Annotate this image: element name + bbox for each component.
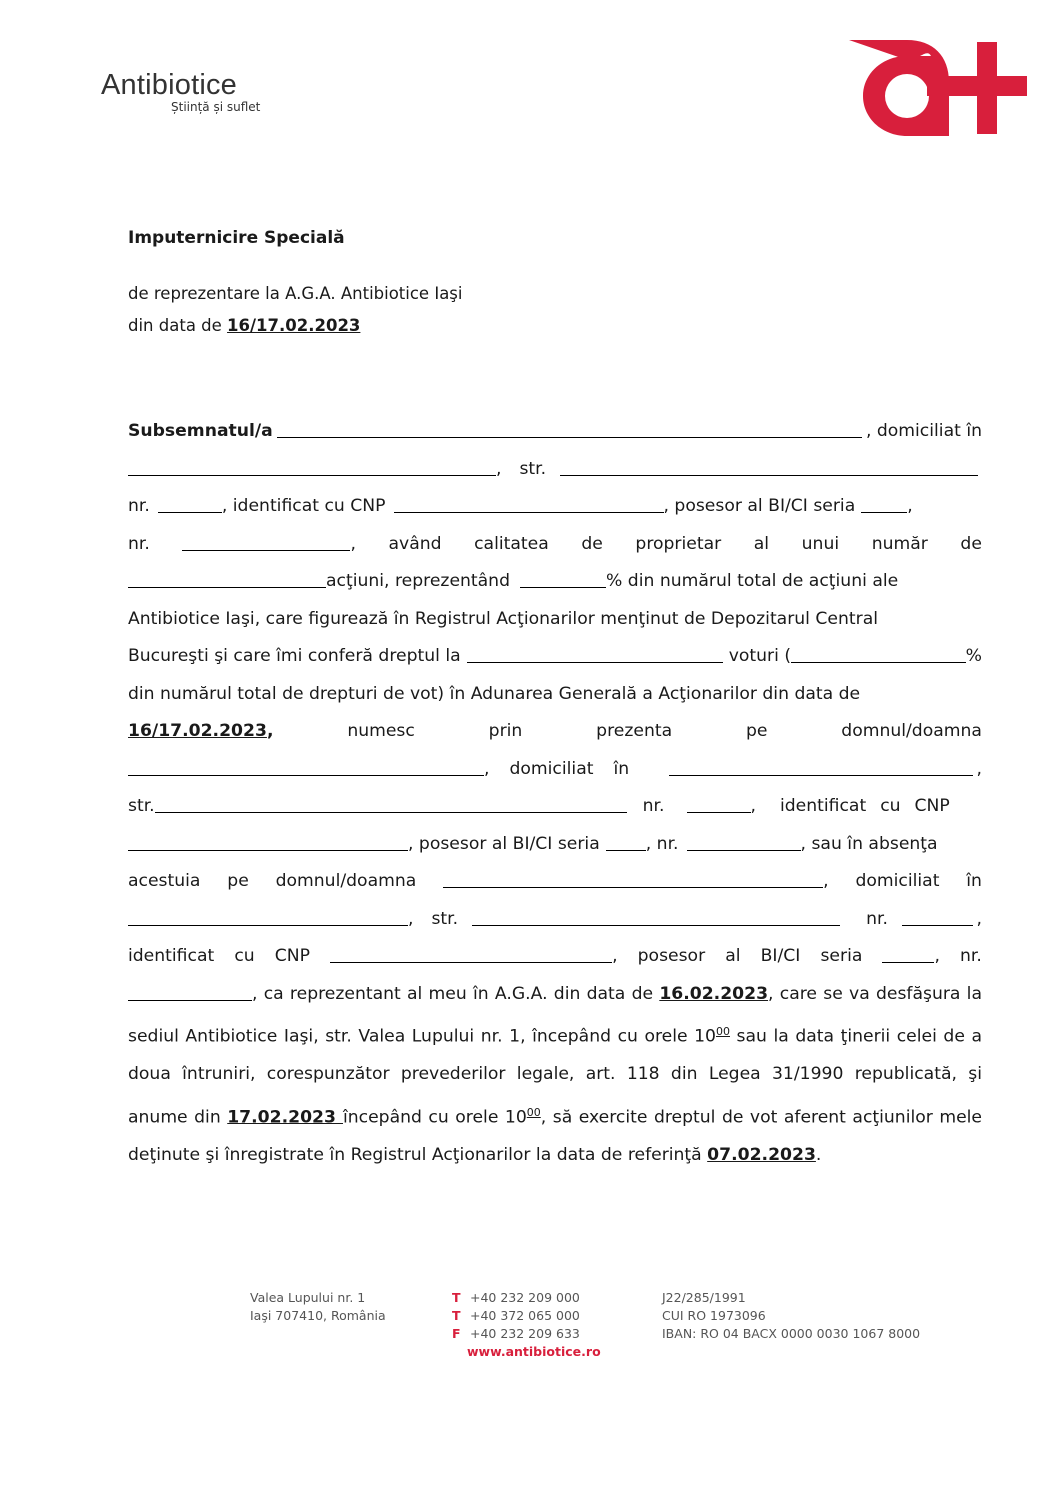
text: CNP xyxy=(914,796,950,816)
fax-label: F xyxy=(452,1326,461,1341)
alternate-name-blank[interactable] xyxy=(443,886,823,888)
text: , xyxy=(266,721,274,741)
text: domnul/doamna xyxy=(275,871,417,891)
phone-number: +40 232 209 000 xyxy=(470,1290,580,1305)
text: , xyxy=(907,496,913,516)
text: seria xyxy=(820,946,863,966)
form-line-6 xyxy=(128,601,982,639)
first-meeting-date: 16.02.2023 xyxy=(659,983,769,1004)
time-superscript: 00 xyxy=(526,1105,541,1119)
votes-blank[interactable] xyxy=(467,661,723,663)
text: numesc xyxy=(347,721,415,741)
text: , posesor al BI/CI seria xyxy=(663,496,856,516)
id-number-blank[interactable] xyxy=(182,549,350,551)
text: al xyxy=(753,533,770,554)
representative-street-blank[interactable] xyxy=(155,811,627,813)
phone-label: T xyxy=(452,1308,461,1323)
representative-address-blank[interactable] xyxy=(669,774,972,776)
form-line-2 xyxy=(128,451,982,489)
subtitle-prefix: din data de xyxy=(128,316,228,335)
alternate-series-blank[interactable] xyxy=(882,961,934,963)
name-blank[interactable] xyxy=(277,436,862,438)
address-blank[interactable] xyxy=(128,474,496,476)
subtitle-line-2 xyxy=(128,310,463,342)
form-line-13 xyxy=(128,863,982,901)
representative-series-blank[interactable] xyxy=(606,849,646,851)
text: sau la data ţinerii celei de a doua întruniri, corespunzător prevederilor legale, art. 118 din Legea 31/1990 republicată, şi anume din xyxy=(128,1026,982,1128)
text: CNP xyxy=(274,946,310,966)
text: pe xyxy=(227,871,249,891)
form-paragraph xyxy=(128,976,982,1175)
text: , posesor al BI/CI seria xyxy=(408,833,600,854)
alternate-id-number-blank[interactable] xyxy=(128,999,252,1001)
text: , xyxy=(750,796,756,816)
text: prezenta xyxy=(596,721,673,741)
text: în xyxy=(613,758,630,779)
text: , xyxy=(612,946,618,966)
text: nr. xyxy=(128,496,150,516)
form-line-8 xyxy=(128,676,982,714)
number-blank[interactable] xyxy=(158,511,222,513)
text: nr. xyxy=(128,533,150,554)
text: , domiciliat în xyxy=(865,421,982,441)
alternate-cnp-blank[interactable] xyxy=(330,961,612,963)
form-line-7 xyxy=(128,638,982,676)
logo-name: Antibiotice xyxy=(101,69,237,101)
text: începând cu orele 10 xyxy=(342,1107,527,1128)
address-line: Iaşi 707410, România xyxy=(250,1308,386,1323)
text: str. xyxy=(519,458,547,479)
percent-shares-blank[interactable] xyxy=(520,586,606,588)
text: domiciliat xyxy=(855,871,940,891)
text: , xyxy=(350,533,356,554)
logo-tagline: Știință și suflet xyxy=(171,100,261,114)
text: nr. xyxy=(960,946,982,966)
website-link[interactable]: www.antibiotice.ro xyxy=(467,1344,601,1359)
form-line-15 xyxy=(128,938,982,976)
phone-label: T xyxy=(452,1290,461,1305)
street-blank[interactable] xyxy=(560,474,978,476)
form-line-12 xyxy=(128,826,982,864)
text: de xyxy=(960,533,982,554)
form-line-1 xyxy=(128,413,982,451)
alternate-number-blank[interactable] xyxy=(902,924,973,926)
text: str. xyxy=(431,908,459,929)
text: , xyxy=(976,758,982,779)
text: , xyxy=(976,908,982,929)
phone-number: +40 372 065 000 xyxy=(470,1308,580,1323)
text: unui xyxy=(801,533,840,554)
text: str. xyxy=(128,796,155,816)
text: acţiuni, reprezentând xyxy=(326,571,510,591)
form-line-14 xyxy=(128,901,982,939)
text: , xyxy=(823,871,829,891)
text: prin xyxy=(488,721,523,741)
alternate-street-blank[interactable] xyxy=(472,924,840,926)
meeting-date: 16/17.02.2023 xyxy=(128,721,267,741)
signatory-label: Subsemnatul/a xyxy=(128,421,273,441)
text: , xyxy=(484,758,490,779)
text: % din numărul total de acţiuni ale xyxy=(606,571,899,591)
text: nr. xyxy=(866,908,888,929)
representative-id-number-blank[interactable] xyxy=(687,849,801,851)
footer-address xyxy=(250,1289,386,1325)
a-plus-logo-icon xyxy=(845,38,1027,138)
footer-registration xyxy=(662,1289,920,1343)
text: . xyxy=(815,1144,822,1165)
text: al xyxy=(725,946,741,966)
representative-number-blank[interactable] xyxy=(687,811,751,813)
iban: IBAN: RO 04 BACX 0000 0030 1067 8000 xyxy=(662,1326,921,1341)
form-line-10 xyxy=(128,751,982,789)
text: , identificat cu CNP xyxy=(221,496,386,516)
document-title: Imputernicire Specială xyxy=(128,228,345,248)
text: posesor xyxy=(637,946,706,966)
text: calitatea xyxy=(474,533,549,554)
text: proprietar xyxy=(635,533,722,554)
time-superscript: 00 xyxy=(716,1025,730,1038)
registration-number: J22/285/1991 xyxy=(662,1290,746,1305)
form-line-5 xyxy=(128,563,982,601)
text: domiciliat xyxy=(509,758,594,779)
text: , xyxy=(934,946,940,966)
text: , sau în absenţa xyxy=(800,833,938,854)
text: , nr. xyxy=(645,833,679,854)
text: , să exercite dreptul de vot aferent acţiunilor mele deţinute şi înregistrate în Registrul Acţionarilor la data de referinţă xyxy=(128,1107,982,1165)
form-line-11 xyxy=(128,788,982,826)
second-meeting-date: 17.02.2023 xyxy=(227,1107,343,1128)
form-line-9 xyxy=(128,713,982,751)
text: din numărul total de drepturi de vot) în Adunarea Generală a Acţionarilor din data de xyxy=(128,683,861,704)
text: cu xyxy=(880,796,901,816)
text: , xyxy=(496,458,502,479)
cnp-blank[interactable] xyxy=(394,511,664,513)
text: identificat xyxy=(779,796,867,816)
meeting-date: 16/17.02.2023 xyxy=(227,316,361,335)
text: domnul/doamna xyxy=(841,721,982,741)
shares-blank[interactable] xyxy=(128,586,326,588)
id-series-blank[interactable] xyxy=(861,511,907,513)
footer-contacts xyxy=(452,1289,601,1361)
text: număr xyxy=(871,533,928,554)
text: cu xyxy=(234,946,255,966)
text: voturi ( xyxy=(728,646,792,666)
document-subtitle xyxy=(128,278,463,342)
text: , ca reprezentant al meu în A.G.A. din data de xyxy=(252,983,660,1004)
text: , care se va desfăşura la sediul Antibiotice Iaşi, str. Valea Lupului nr. 1, începând cu orele 10 xyxy=(128,983,982,1047)
address-line: Valea Lupului nr. 1 xyxy=(250,1290,366,1305)
representative-name-blank[interactable] xyxy=(128,774,484,776)
tax-id: CUI RO 1973096 xyxy=(662,1308,766,1323)
company-logo xyxy=(101,68,260,114)
text: % xyxy=(965,646,982,666)
text: pe xyxy=(745,721,768,741)
form-body xyxy=(128,413,982,1174)
text: , xyxy=(408,908,414,929)
text: de xyxy=(581,533,603,554)
text: identificat xyxy=(128,946,215,966)
reference-date: 07.02.2023 xyxy=(707,1144,816,1165)
subtitle-line-1: de reprezentare la A.G.A. Antibiotice Iaşi xyxy=(128,284,463,303)
form-line-3 xyxy=(128,488,982,526)
text: având xyxy=(388,533,442,554)
percent-votes-blank[interactable] xyxy=(791,661,966,663)
text: în xyxy=(966,871,982,891)
text: nr. xyxy=(642,796,665,816)
text: Antibiotice Iaşi, care figurează în Registrul Acţionarilor menţinut de Depozitarul Central xyxy=(128,608,878,629)
text: acestuia xyxy=(128,871,201,891)
alternate-address-blank[interactable] xyxy=(128,924,408,926)
form-line-4 xyxy=(128,526,982,564)
text: BI/CI xyxy=(760,946,801,966)
representative-cnp-blank[interactable] xyxy=(128,849,408,851)
fax-number: +40 232 209 633 xyxy=(470,1326,580,1341)
text: Bucureşti şi care îmi conferă dreptul la xyxy=(128,646,461,666)
